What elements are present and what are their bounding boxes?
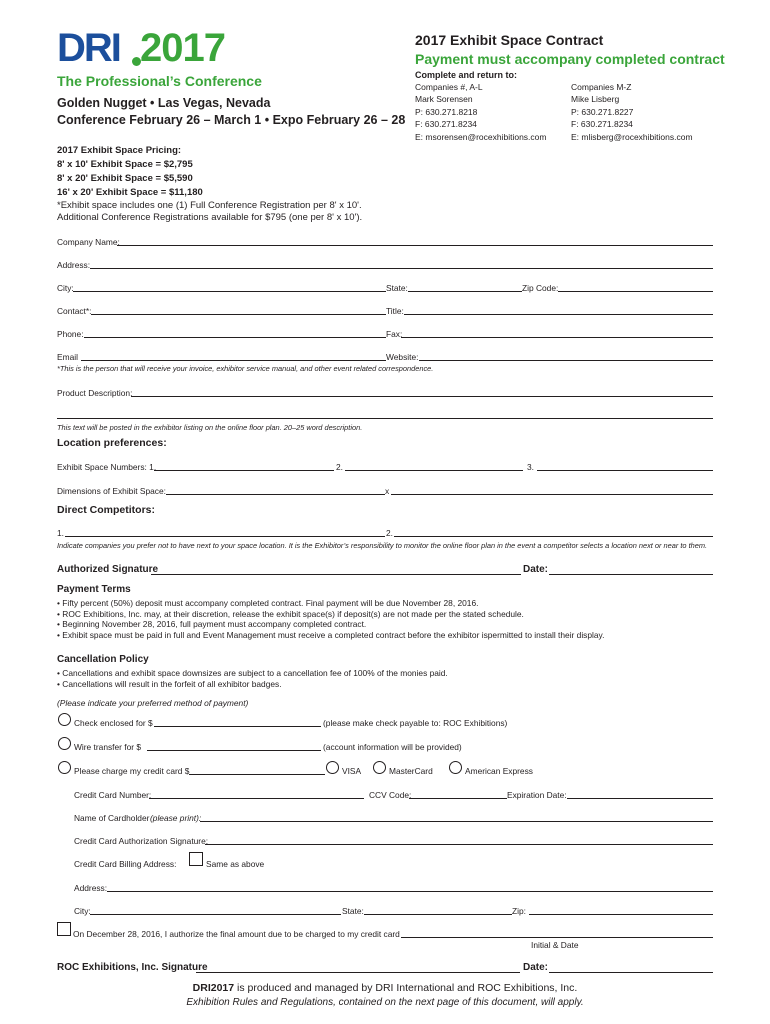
authorized-signature-field[interactable] (151, 574, 521, 575)
pricing-heading: 2017 Exhibit Space Pricing: (57, 145, 182, 156)
price-line: 16' x 20' Exhibit Space = $11,180 (57, 187, 203, 198)
col2-line: P: 630.271.8227 (571, 106, 634, 117)
cc-auth-field[interactable] (205, 844, 713, 845)
wire-label: Wire transfer for $ (74, 742, 142, 752)
payment-terms-list (57, 598, 713, 640)
billing-zip-label: Zip: (512, 906, 526, 916)
roc-date-label: Date: (523, 962, 549, 973)
col1-line: Companies #, A-L (415, 82, 483, 92)
footer-line1 (0, 982, 770, 994)
space-numbers-label: Exhibit Space Numbers: 1. (57, 462, 157, 472)
same-as-above-checkbox[interactable] (189, 852, 203, 866)
footer-brand: DRI2017 (192, 982, 235, 994)
col2-line: F: 630.271.8234 (571, 119, 633, 130)
fax-field[interactable] (401, 337, 713, 338)
email-row (57, 351, 713, 363)
space-number-3[interactable] (537, 470, 713, 471)
wire-radio[interactable] (58, 737, 71, 750)
billing-address-label: Address: (74, 883, 108, 893)
city-row (57, 282, 713, 294)
authorize-initial-field[interactable] (401, 937, 713, 938)
city-field[interactable] (73, 291, 386, 292)
billing-state-label: State: (342, 906, 364, 916)
cancellation-list (57, 668, 713, 689)
authorized-date-label: Date: (523, 564, 549, 575)
logo-brand: DRI (57, 26, 120, 70)
visa-radio[interactable] (326, 761, 339, 774)
billing-city-field[interactable] (90, 914, 341, 915)
logo-year: 2017 (140, 26, 225, 70)
credit-label: Please charge my credit card $ (74, 766, 190, 776)
mastercard-radio[interactable] (373, 761, 386, 774)
wire-row (57, 741, 713, 753)
check-amount-field[interactable] (154, 726, 321, 727)
phone-label: Phone: (57, 329, 84, 339)
cc-auth-row (74, 835, 713, 847)
billing-state-field[interactable] (364, 914, 512, 915)
dimension-width[interactable] (166, 494, 385, 495)
cc-auth-label: Credit Card Authorization Signature: (74, 836, 209, 846)
pricing-note: *Exhibit space includes one (1) Full Conference Registration per 8' x 10'. (57, 200, 362, 211)
contact-label: Contact*: (57, 306, 92, 316)
return-label: Complete and return to: (415, 70, 518, 80)
pricing-notes (57, 200, 362, 223)
same-as-above-label: Same as above (206, 859, 265, 869)
billing-city-row (74, 905, 713, 917)
authorized-date-field[interactable] (549, 574, 713, 575)
contract-subtitle: Payment must accompany completed contract (415, 51, 725, 67)
fax-label: Fax: (386, 329, 403, 339)
ccv-field[interactable] (409, 798, 507, 799)
company-row (57, 236, 713, 248)
state-field[interactable] (408, 291, 522, 292)
price-line: 8' x 20' Exhibit Space = $5,590 (57, 173, 193, 184)
email-label: Email (57, 352, 78, 362)
location-heading: Location preferences: (57, 437, 167, 449)
space-numbers-row (57, 461, 713, 473)
city-label: City: (57, 283, 74, 293)
amex-label: American Express (465, 766, 533, 776)
payment-indicate: (Please indicate your preferred method of payment) (57, 698, 249, 708)
title-label: Title: (386, 306, 404, 316)
website-field[interactable] (419, 360, 713, 361)
space-number-2[interactable] (345, 470, 523, 471)
authorized-signature-label: Authorized Signature (57, 564, 159, 575)
logo-tagline: The Professional’s Conference (57, 73, 262, 89)
competitor-2-field[interactable] (394, 536, 713, 537)
payment-term: • ROC Exhibitions, Inc. may, at their discretion, release the exhibit space(s) if deposit(s) are not made per the stated schedule. (57, 609, 713, 620)
contact-field[interactable] (91, 314, 386, 315)
ccv-label: CCV Code: (369, 790, 412, 800)
cardholder-field[interactable] (200, 821, 713, 822)
contact-col-mz (571, 81, 693, 143)
billing-row (74, 858, 713, 870)
cc-number-label: Credit Card Number: (74, 790, 152, 800)
pricing-block (57, 144, 203, 200)
product-label: Product Description: (57, 388, 133, 398)
authorize-row (57, 928, 713, 940)
credit-row (57, 765, 713, 777)
footer-line2: Exhibition Rules and Regulations, contained on the next page of this document, will apply. (186, 997, 584, 1008)
company-name-field[interactable] (117, 245, 713, 246)
product-row (57, 387, 713, 399)
billing-city-label: City: (74, 906, 91, 916)
mastercard-label: MasterCard (389, 766, 433, 776)
contract-title: 2017 Exhibit Space Contract (415, 32, 604, 48)
billing-label: Credit Card Billing Address: (74, 859, 177, 869)
space-n3-label: 3. (527, 462, 534, 472)
check-label: Check enclosed for $ (74, 718, 153, 728)
credit-radio[interactable] (58, 761, 71, 774)
cancellation-item: • Cancellations and exhibit space downsizes are subject to a cancellation fee of 100% of the monies paid. (57, 668, 713, 679)
zip-label: Zip Code: (522, 283, 559, 293)
wire-amount-field[interactable] (147, 750, 321, 751)
dimensions-label: Dimensions of Exhibit Space: (57, 486, 166, 496)
initial-date-caption: Initial & Date (531, 940, 579, 950)
col2-line: E: mlisberg@rocexhibitions.com (571, 131, 693, 142)
address-field[interactable] (90, 268, 713, 269)
roc-signature-row (57, 961, 713, 975)
payment-term: • Beginning November 28, 2016, full payment must accompany completed contract. (57, 619, 713, 630)
price-line: 8' x 10' Exhibit Space = $2,795 (57, 159, 193, 170)
col1-line: Mark Sorensen (415, 94, 473, 105)
phone-field[interactable] (84, 337, 386, 338)
amex-radio[interactable] (449, 761, 462, 774)
space-number-1[interactable] (154, 470, 334, 471)
expiration-field[interactable] (567, 798, 713, 799)
billing-address-row (74, 882, 713, 894)
credit-amount-field[interactable] (189, 774, 325, 775)
cc-number-row (74, 789, 713, 801)
check-note: (please make check payable to: ROC Exhibitions) (323, 718, 508, 728)
payment-term: • Exhibit space must be paid in full and Event Management must receive a completed contract before the exhibitor ispermitted to install their display. (57, 630, 713, 641)
address-row (57, 259, 713, 271)
cardholder-row (74, 812, 713, 824)
contact-col-al (415, 81, 546, 143)
title-field[interactable] (404, 314, 713, 315)
cardholder-hint: (please print): (150, 813, 202, 823)
cardholder-label: Name of Cardholder (74, 813, 150, 823)
expiration-label: Expiration Date: (507, 790, 567, 800)
contact-note: *This is the person that will receive your invoice, exhibitor service manual, and other event related correspondence. (57, 364, 434, 373)
email-field[interactable] (81, 360, 386, 361)
col1-line: F: 630.271.8234 (415, 119, 477, 130)
contact-row (57, 305, 713, 317)
check-radio[interactable] (58, 713, 71, 726)
billing-address-field[interactable] (107, 891, 713, 892)
venue: Golden Nugget • Las Vegas, Nevada (57, 96, 271, 110)
competitors-heading: Direct Competitors: (57, 504, 156, 516)
col1-line: E: msorensen@rocexhibitions.com (415, 131, 547, 142)
product-note: This text will be posted in the exhibitor listing on the online floor plan. 20–25 word description. (57, 423, 363, 432)
competitor-1-label: 1. (57, 528, 64, 538)
competitor-1-field[interactable] (65, 536, 385, 537)
phone-row (57, 328, 713, 340)
wire-note: (account information will be provided) (323, 742, 462, 752)
authorize-checkbox[interactable] (57, 922, 71, 936)
roc-signature-field[interactable] (196, 972, 520, 973)
address-label: Address: (57, 260, 91, 270)
dimension-depth[interactable] (391, 494, 713, 495)
cancellation-heading: Cancellation Policy (57, 654, 149, 665)
zip-field[interactable] (558, 291, 713, 292)
col2-line: Companies M-Z (571, 82, 632, 92)
authorize-text: On December 28, 2016, I authorize the final amount due to be charged to my credit card (73, 929, 400, 939)
billing-zip-field[interactable] (529, 914, 713, 915)
authorized-signature-row (57, 563, 713, 577)
roc-date-field[interactable] (549, 972, 713, 973)
roc-signature-label: ROC Exhibitions, Inc. Signature (57, 962, 208, 973)
product-field[interactable] (131, 396, 713, 397)
website-label: Website: (386, 352, 419, 362)
payment-terms-heading: Payment Terms (57, 584, 131, 595)
space-n2-label: 2. (336, 462, 343, 472)
event-dates: Conference February 26 – March 1 • Expo February 26 – 28 (57, 113, 406, 127)
product-field-line2[interactable] (57, 418, 713, 419)
cc-number-field[interactable] (149, 798, 364, 799)
company-label: Company Name: (57, 237, 120, 247)
competitors-row (57, 527, 713, 539)
payment-term: • Fifty percent (50%) deposit must accompany completed contract. Final payment will be due November 28, 2016. (57, 598, 713, 609)
footer-text: is produced and managed by DRI International and ROC Exhibitions, Inc. (234, 982, 578, 994)
state-label: State: (386, 283, 408, 293)
check-row (57, 717, 713, 729)
competitors-note: Indicate companies you prefer not to have next to your space location. It is the Exhibitor’s responsibility to monitor the online floor plan in the event a competitor selects a location next or near to them. (57, 541, 708, 550)
competitor-2-label: 2. (386, 528, 393, 538)
col2-line: Mike Lisberg (571, 94, 620, 105)
visa-label: VISA (342, 766, 362, 776)
pricing-note: Additional Conference Registrations available for $795 (one per 8' x 10'). (57, 211, 363, 223)
dimensions-row (57, 485, 713, 497)
dimensions-x: x (385, 486, 390, 496)
cancellation-item: • Cancellations will result in the forfeit of all exhibitor badges. (57, 679, 713, 690)
col1-line: P: 630.271.8218 (415, 106, 478, 117)
